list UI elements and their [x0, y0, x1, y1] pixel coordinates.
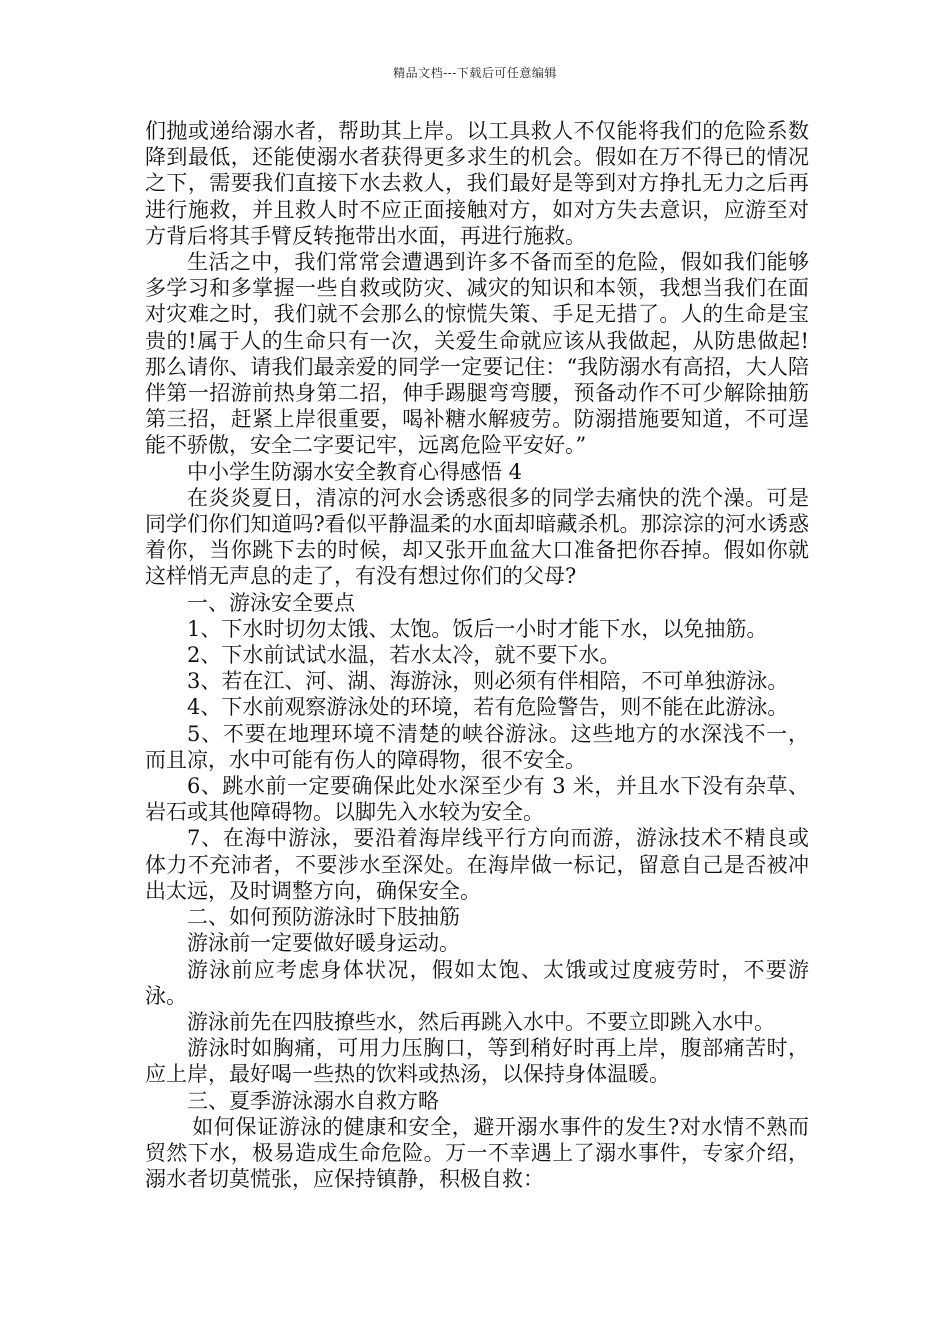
paragraph: 在炎炎夏日，清凉的河水会诱惑很多的同学去痛快的洗个澡。可是同学们你们知道吗?看似平静温柔的水面却暗藏杀机。那淙淙的河水诱惑着你，当你跳下去的时候，却又张开血盆大口准备把你吞掉。假如你就这样悄无声息的走了，有没有想过你们的父母? — [145, 485, 809, 589]
section-heading: 二、如何预防游泳时下肢抽筋 — [187, 905, 460, 930]
paragraph: 游泳时如胸痛，可用力压胸口，等到稍好时再上岸，腹部痛苦时，应上岸，最好喝一些热的饮料或热汤，以保持身体温暖。 — [145, 1036, 809, 1087]
list-item: 1、下水时切勿太饿、太饱。饭后一小时才能下水，以免抽筋。 — [187, 616, 768, 641]
paragraph: 生活之中，我们常常会遭遇到许多不备而至的危险，假如我们能够多学习和多掌握一些自救或防灾、减灾的知识和本领，我想当我们在面对灾难之时，我们就不会那么的惊慌失策、手足无措了。人的生命是宝贵的!属于人的生命只有一次，关爱生命就应该从我做起，从防患做起!那么请你、请我们最亲爱的同学一定要记住：“我防溺水有高招，大人陪伴第一招游前热身第二招，伸手踢腿弯弯腰，预备动作不可少解除抽筋第三招，赶紧上岸很重要，喝补糖水解疲劳。防溺措施要知道，不可逞能不骄傲，安全二字要记牢，远离危险平安好。” — [145, 250, 809, 458]
document-body — [145, 118, 809, 1192]
paragraph: 游泳前先在四肢撩些水，然后再跳入水中。不要立即跳入水中。 — [187, 1009, 775, 1034]
paragraph: 们抛或递给溺水者，帮助其上岸。以工具救人不仅能将我们的危险系数降到最低，还能使溺水者获得更多求生的机会。假如在万不得已的情况之下，需要我们直接下水去救人，我们最好是等到对方挣扎无力之后再进行施救，并且救人时不应正面接触对方，如对方失去意识，应游至对方背后将其手臂反转拖带出水面，再进行施救。 — [145, 119, 809, 248]
paragraph: 游泳前一定要做好暖身运动。 — [187, 931, 460, 956]
section-title: 中小学生防溺水安全教育心得感悟 4 — [187, 459, 523, 484]
list-item: 6、跳水前一定要确保此处水深至少有 3 米，并且水下没有杂草、岩石或其他障碍物。以脚先入水较为安全。 — [145, 774, 809, 825]
list-item: 4、下水前观察游泳处的环境，若有危险警告，则不能在此游泳。 — [187, 695, 789, 720]
section-heading: 一、游泳安全要点 — [187, 590, 355, 615]
list-item: 2、下水前试试水温，若水太冷，就不要下水。 — [187, 643, 621, 668]
paragraph: 游泳前应考虑身体状况，假如太饱、太饿或过度疲劳时，不要游泳。 — [145, 957, 809, 1008]
list-item: 5、不要在地理环境不清楚的峡谷游泳。这些地方的水深浅不一，而且凉，水中可能有伤人的障碍物，很不安全。 — [145, 721, 809, 772]
section-heading: 三、夏季游泳溺水自救方略 — [187, 1088, 439, 1113]
list-item: 3、若在江、河、湖、海游泳，则必须有伴相陪，不可单独游泳。 — [187, 669, 789, 694]
list-item: 7、在海中游泳，要沿着海岸线平行方向而游，游泳技术不精良或体力不充沛者，不要涉水至深处。在海岸做一标记，留意自己是否被冲出太远，及时调整方向，确保安全。 — [145, 826, 809, 903]
page-header: 精品文档---下载后可任意编辑 — [393, 66, 557, 80]
paragraph: 如何保证游泳的健康和安全，避开溺水事件的发生?对水情不熟而贸然下水，极易造成生命危险。万一不幸遇上了溺水事件，专家介绍，溺水者切莫慌张，应保持镇静，积极自救： — [145, 1114, 809, 1192]
